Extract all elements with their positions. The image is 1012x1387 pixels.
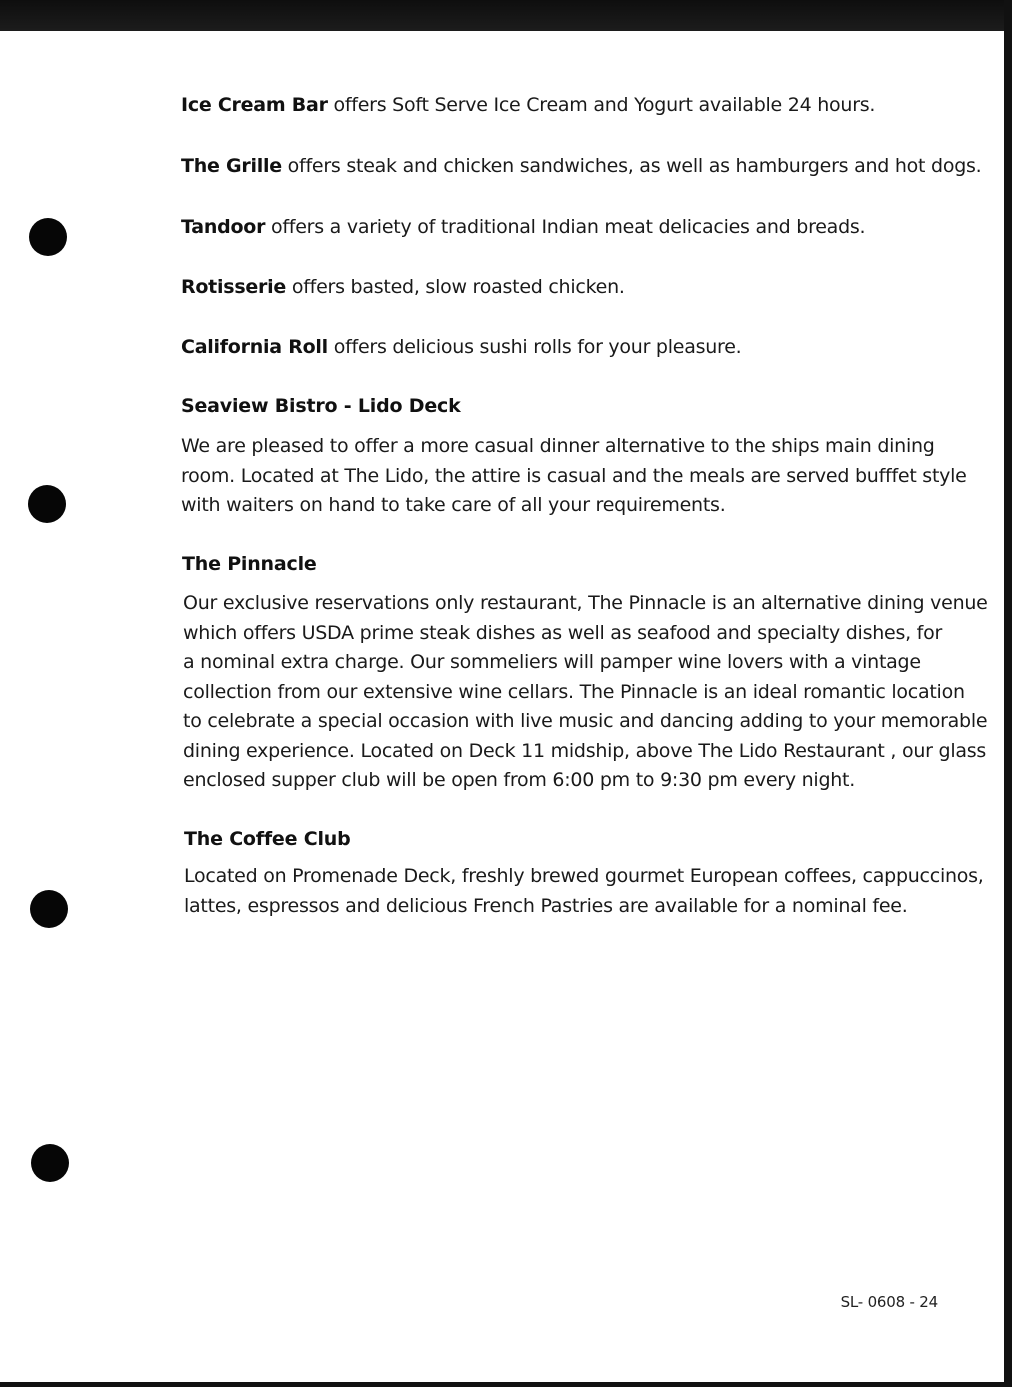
venue-entry <box>181 94 875 116</box>
body-line: Our exclusive reservations only restaurant, The Pinnacle is an alternative dining venue <box>183 592 988 614</box>
scan-bottom-edge <box>0 1382 1012 1387</box>
section-body-coffee <box>184 862 984 921</box>
body-line: a nominal extra charge. Our sommeliers will pamper wine lovers with a vintage <box>183 651 921 673</box>
page-number: SL- 0608 - 24 <box>840 1293 938 1311</box>
venue-description: offers a variety of traditional Indian meat delicacies and breads. <box>265 216 866 238</box>
venue-description: offers delicious sushi rolls for your pleasure. <box>327 336 742 358</box>
body-line: which offers USDA prime steak dishes as well as seafood and specialty dishes, for <box>183 621 943 644</box>
punch-hole <box>29 218 67 256</box>
venue-entry <box>181 216 865 238</box>
section-heading-coffee: The Coffee Club <box>184 828 351 850</box>
scan-top-edge <box>0 0 1012 31</box>
body-line: with waiters on hand to take care of all your requirements. <box>181 494 726 516</box>
body-line: lattes, espressos and delicious French Pastries are available for a nominal fee. <box>184 894 908 917</box>
punch-hole <box>30 890 68 928</box>
punch-hole <box>28 485 66 523</box>
venue-description: offers Soft Serve Ice Cream and Yogurt available 24 hours. <box>327 94 876 116</box>
venue-name: Rotisserie <box>181 276 287 298</box>
venue-description: offers basted, slow roasted chicken. <box>286 276 625 298</box>
venue-name: The Grille <box>181 155 282 177</box>
section-heading-seaview: Seaview Bistro - Lido Deck <box>181 395 461 417</box>
punch-hole <box>31 1144 69 1182</box>
venue-entry <box>181 276 625 298</box>
body-line: enclosed supper club will be open from 6:00 pm to 9:30 pm every night. <box>183 769 856 791</box>
venue-name: Tandoor <box>181 216 266 238</box>
section-body-seaview <box>181 432 967 521</box>
section-body-pinnacle <box>183 589 988 796</box>
venue-name: Ice Cream Bar <box>181 94 328 116</box>
venue-description: offers steak and chicken sandwiches, as well as hamburgers and hot dogs. <box>281 155 982 177</box>
body-line: We are pleased to offer a more casual dinner alternative to the ships main dining <box>181 435 935 457</box>
body-line: room. Located at The Lido, the attire is casual and the meals are served bufffet style <box>181 464 967 487</box>
body-line: Located on Promenade Deck, freshly brewed gourmet European coffees, cappuccinos, <box>184 865 984 887</box>
venue-entry <box>181 336 741 358</box>
venue-entry <box>181 155 981 177</box>
body-line: dining experience. Located on Deck 11 midship, above The Lido Restaurant , our glass <box>183 739 987 762</box>
scan-right-edge <box>1004 0 1012 1387</box>
section-heading-pinnacle: The Pinnacle <box>182 553 317 575</box>
body-line: to celebrate a special occasion with live music and dancing adding to your memorable <box>183 710 988 732</box>
body-line: collection from our extensive wine cellars. The Pinnacle is an ideal romantic location <box>183 680 965 703</box>
venue-name: California Roll <box>181 336 328 358</box>
